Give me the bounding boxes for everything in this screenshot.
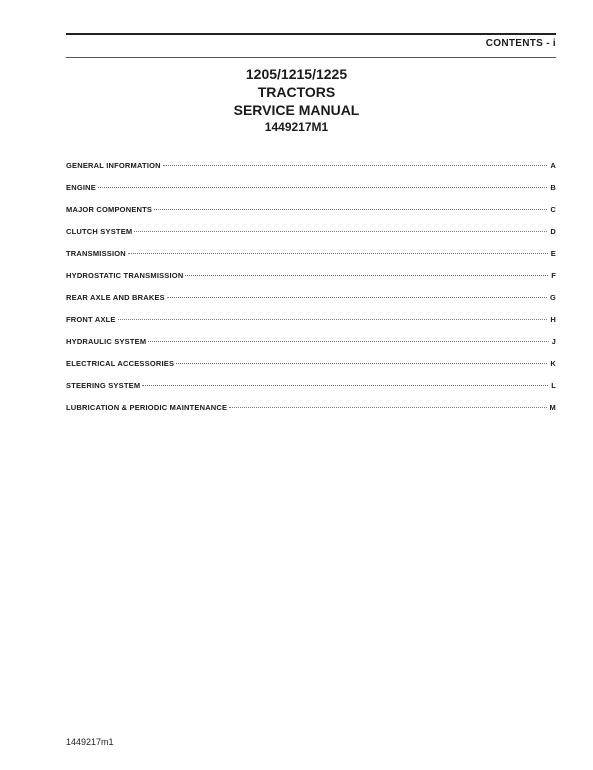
header-bottom-rule	[66, 57, 556, 58]
toc-entry-section: H	[550, 315, 556, 324]
toc-leader-dots	[128, 253, 548, 254]
toc-leader-dots	[142, 385, 548, 386]
toc-entry-label: HYDROSTATIC TRANSMISSION	[66, 271, 184, 280]
toc-entry-label: STEERING SYSTEM	[66, 381, 141, 390]
toc-entry-section: D	[550, 227, 556, 236]
toc-entry-label: GENERAL INFORMATION	[66, 161, 161, 170]
toc-entry-section: C	[550, 205, 556, 214]
toc-leader-dots	[176, 363, 547, 364]
toc-leader-dots	[118, 319, 548, 320]
toc-entry-label: ELECTRICAL ACCESSORIES	[66, 359, 175, 368]
header-top-rule	[66, 33, 556, 35]
toc-entry-label: REAR AXLE AND BRAKES	[66, 293, 165, 302]
title-models: 1205/1215/1225	[245, 66, 348, 82]
toc-leader-dots	[185, 275, 548, 276]
toc-entry-label: HYDRAULIC SYSTEM	[66, 337, 147, 346]
toc-entry[interactable]	[66, 403, 556, 425]
toc-entry-label: FRONT AXLE	[66, 315, 116, 324]
title-service-manual: SERVICE MANUAL	[233, 102, 360, 118]
toc-leader-dots	[167, 297, 547, 298]
toc-entry-label: LUBRICATION & PERIODIC MAINTENANCE	[66, 403, 228, 412]
toc-entry[interactable]	[66, 271, 556, 293]
footer-document-code: 1449217m1	[66, 737, 114, 747]
toc-entry-label: MAJOR COMPONENTS	[66, 205, 153, 214]
toc-entry-section: M	[549, 403, 556, 412]
title-block	[0, 65, 593, 136]
toc-entry-section: A	[550, 161, 556, 170]
toc-entry-section: L	[551, 381, 556, 390]
toc-leader-dots	[163, 165, 548, 166]
toc-entry-section: G	[549, 293, 556, 302]
page-header-label: CONTENTS - i	[485, 38, 556, 49]
toc-entry-label: CLUTCH SYSTEM	[66, 227, 133, 236]
title-tractors: TRACTORS	[257, 84, 336, 100]
toc-entry-label: ENGINE	[66, 183, 96, 192]
toc-entry[interactable]	[66, 249, 556, 271]
table-of-contents	[66, 161, 556, 425]
title-part-number: 1449217M1	[264, 120, 329, 134]
toc-entry[interactable]	[66, 315, 556, 337]
toc-entry[interactable]	[66, 293, 556, 315]
toc-entry[interactable]	[66, 183, 556, 205]
toc-entry[interactable]	[66, 381, 556, 403]
toc-entry-section: F	[551, 271, 556, 280]
toc-leader-dots	[148, 341, 548, 342]
toc-entry-section: K	[550, 359, 556, 368]
toc-entry[interactable]	[66, 161, 556, 183]
toc-leader-dots	[154, 209, 547, 210]
toc-leader-dots	[134, 231, 547, 232]
toc-entry-section: E	[550, 249, 556, 258]
toc-entry-label: TRANSMISSION	[66, 249, 126, 258]
toc-entry[interactable]	[66, 359, 556, 381]
toc-leader-dots	[229, 407, 546, 408]
toc-entry[interactable]	[66, 205, 556, 227]
toc-leader-dots	[98, 187, 547, 188]
toc-entry-section: B	[550, 183, 556, 192]
toc-entry-section: J	[551, 337, 556, 346]
toc-entry[interactable]	[66, 227, 556, 249]
toc-entry[interactable]	[66, 337, 556, 359]
